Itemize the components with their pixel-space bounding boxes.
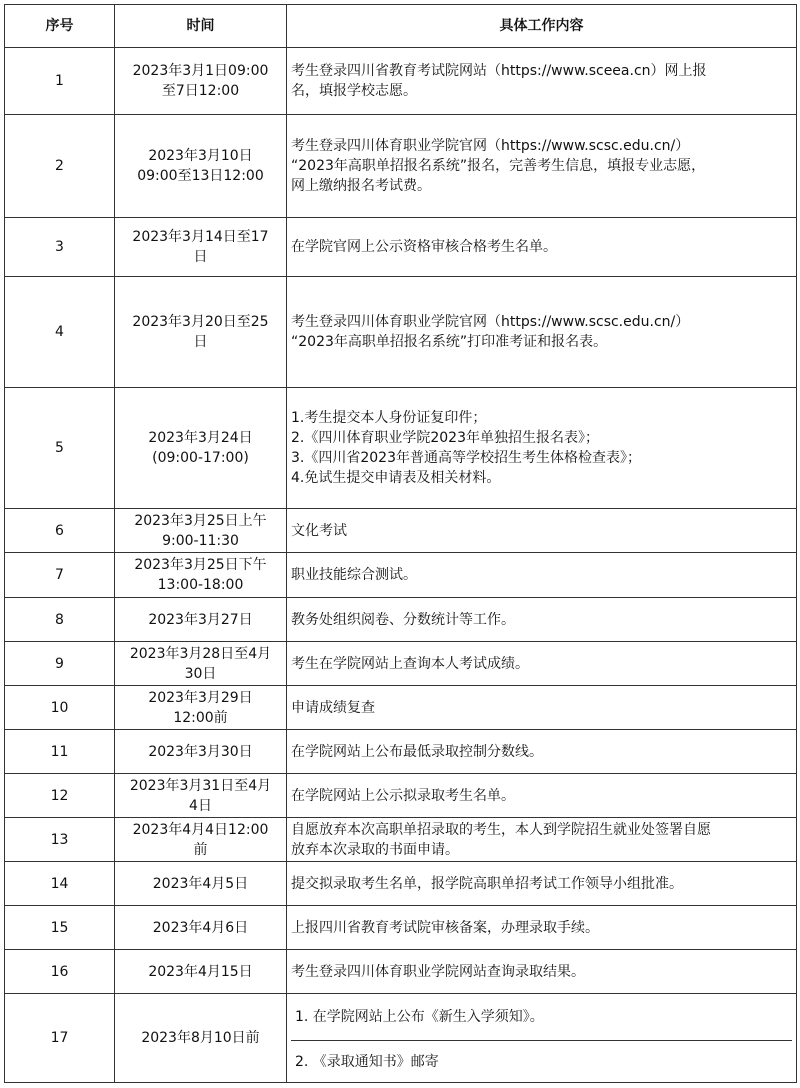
time-line: 13:00-18:00 <box>157 577 244 593</box>
content-line: 申请成绩复查 <box>291 699 375 716</box>
table-row <box>5 277 797 388</box>
content-line: 2.《四川体育职业学院2023年单独招生报名表》； <box>291 430 599 446</box>
header-time: 时间 <box>115 5 287 48</box>
row-number: 13 <box>5 818 115 862</box>
row-time <box>115 48 287 115</box>
row-content <box>287 686 797 730</box>
time-line: 2023年3月10日 <box>148 148 253 164</box>
table-row <box>5 994 797 1083</box>
time-line: 前 <box>193 841 208 858</box>
table-row <box>5 598 797 642</box>
row-time <box>115 730 287 774</box>
time-line: (09:00-17:00) <box>152 450 249 466</box>
time-line: 2023年3月28日至4月 <box>129 645 272 662</box>
row-time <box>115 950 287 994</box>
content-line: 考生登录四川体育职业学院网站查询录取结果。 <box>291 963 585 980</box>
row-content <box>287 509 797 553</box>
time-line: 2023年3月25日下午 <box>134 557 267 573</box>
time-line: 09:00至13日12:00 <box>137 168 264 184</box>
table-row <box>5 388 797 509</box>
time-line: 2023年3月25日上午 <box>134 512 267 529</box>
schedule-body <box>5 48 797 1083</box>
content-line: 在学院网站上公布最低录取控制分数线。 <box>291 743 543 760</box>
time-line: 2023年3月27日 <box>148 611 253 628</box>
row-time <box>115 906 287 950</box>
content-line: 放弃本次录取的书面申请。 <box>291 841 459 858</box>
content-line: 提交拟录取考生名单，报学院高职单招考试工作领导小组批准。 <box>291 875 683 892</box>
time-line: 2023年4月5日 <box>152 875 249 892</box>
row-time <box>115 862 287 906</box>
table-row <box>5 686 797 730</box>
row-time <box>115 553 287 598</box>
content-line: 考生登录四川体育职业学院官网（https://www.scsc.edu.cn/） <box>291 138 690 154</box>
content-line: 教务处组织阅卷、分数统计等工作。 <box>291 611 515 628</box>
time-line: 9:00-11:30 <box>162 532 239 549</box>
row-content <box>287 218 797 277</box>
row-time <box>115 994 287 1083</box>
time-line: 2023年3月24日 <box>148 430 253 446</box>
row-content <box>287 862 797 906</box>
row-content <box>287 642 797 686</box>
row-time <box>115 115 287 218</box>
header-row <box>5 5 797 48</box>
schedule-table <box>4 4 797 1083</box>
content-subitem: 1. 在学院网站上公布《新生入学须知》。 <box>291 994 792 1041</box>
row-number: 10 <box>5 686 115 730</box>
time-line: 2023年3月20日至25 <box>132 314 269 330</box>
row-content <box>287 730 797 774</box>
content-line: 考生登录四川省教育考试院网站（https://www.sceea.cn）网上报 <box>291 63 707 79</box>
row-number: 4 <box>5 277 115 388</box>
content-line: 3.《四川省2023年普通高等学校招生考生体格检查表》； <box>291 450 641 466</box>
row-time <box>115 598 287 642</box>
table-row <box>5 730 797 774</box>
time-line: 2023年3月30日 <box>148 743 253 760</box>
row-time <box>115 642 287 686</box>
row-number: 6 <box>5 509 115 553</box>
content-line: 文化考试 <box>291 522 347 539</box>
row-time <box>115 686 287 730</box>
table-row <box>5 906 797 950</box>
time-line: 2023年3月31日至4月 <box>129 777 272 794</box>
content-line: 在学院官网上公示资格审核合格考生名单。 <box>291 239 557 255</box>
table-row <box>5 774 797 818</box>
row-number: 11 <box>5 730 115 774</box>
row-content <box>287 818 797 862</box>
content-line: 4.免试生提交申请表及相关材料。 <box>291 470 501 486</box>
row-content <box>287 906 797 950</box>
time-line: 12:00前 <box>173 709 228 726</box>
content-line: 名，填报学校志愿。 <box>291 83 417 99</box>
row-content <box>287 553 797 598</box>
content-subitem: 2. 《录取通知书》邮寄 <box>295 1053 439 1070</box>
row-number: 15 <box>5 906 115 950</box>
time-line: 30日 <box>184 665 217 682</box>
table-row <box>5 553 797 598</box>
row-number: 17 <box>5 994 115 1083</box>
time-line: 4日 <box>189 797 212 814</box>
time-line: 日 <box>193 249 208 265</box>
row-content <box>287 774 797 818</box>
content-line: 考生在学院网站上查询本人考试成绩。 <box>291 655 529 672</box>
row-content <box>287 277 797 388</box>
row-number: 14 <box>5 862 115 906</box>
table-row <box>5 115 797 218</box>
content-line: 考生登录四川体育职业学院官网（https://www.scsc.edu.cn/） <box>291 314 690 330</box>
table-row <box>5 950 797 994</box>
row-number: 8 <box>5 598 115 642</box>
time-line: 2023年4月15日 <box>148 963 253 980</box>
content-line: 在学院网站上公示拟录取考生名单。 <box>291 787 515 804</box>
row-content <box>287 950 797 994</box>
row-number: 5 <box>5 388 115 509</box>
table-row <box>5 818 797 862</box>
row-number: 7 <box>5 553 115 598</box>
time-line: 2023年3月1日09:00 <box>132 63 269 79</box>
row-content <box>287 994 797 1083</box>
table-row <box>5 862 797 906</box>
time-line: 2023年8月10日前 <box>141 1030 260 1046</box>
table-row <box>5 642 797 686</box>
row-time <box>115 277 287 388</box>
row-time <box>115 388 287 509</box>
row-content <box>287 115 797 218</box>
time-line: 至7日12:00 <box>161 83 240 99</box>
row-number: 3 <box>5 218 115 277</box>
header-content: 具体工作内容 <box>287 5 797 48</box>
content-line: 自愿放弃本次高职单招录取的考生，本人到学院招生就业处签署自愿 <box>291 821 711 838</box>
row-number: 12 <box>5 774 115 818</box>
row-number: 9 <box>5 642 115 686</box>
time-line: 2023年4月6日 <box>152 919 249 936</box>
time-line: 2023年4月4日12:00 <box>132 821 269 838</box>
time-line: 2023年3月14日至17 <box>132 229 269 245</box>
time-line: 日 <box>193 334 208 350</box>
row-number: 16 <box>5 950 115 994</box>
time-line: 2023年3月29日 <box>148 689 253 706</box>
header-no: 序号 <box>5 5 115 48</box>
row-time <box>115 774 287 818</box>
content-line: 上报四川省教育考试院审核备案，办理录取手续。 <box>291 919 599 936</box>
content-line: 网上缴纳报名考试费。 <box>291 178 431 194</box>
row-number: 2 <box>5 115 115 218</box>
row-time <box>115 218 287 277</box>
row-content <box>287 48 797 115</box>
content-line: 1.考生提交本人身份证复印件； <box>291 410 487 426</box>
content-line: 职业技能综合测试。 <box>291 567 417 583</box>
row-time <box>115 509 287 553</box>
table-row <box>5 218 797 277</box>
row-content <box>287 388 797 509</box>
table-row <box>5 48 797 115</box>
content-line: “2023年高职单招报名系统”打印准考证和报名表。 <box>291 334 608 350</box>
content-line: “2023年高职单招报名系统”报名，完善考生信息，填报专业志愿， <box>291 158 706 174</box>
row-number: 1 <box>5 48 115 115</box>
row-time <box>115 818 287 862</box>
row-content <box>287 598 797 642</box>
table-row <box>5 509 797 553</box>
